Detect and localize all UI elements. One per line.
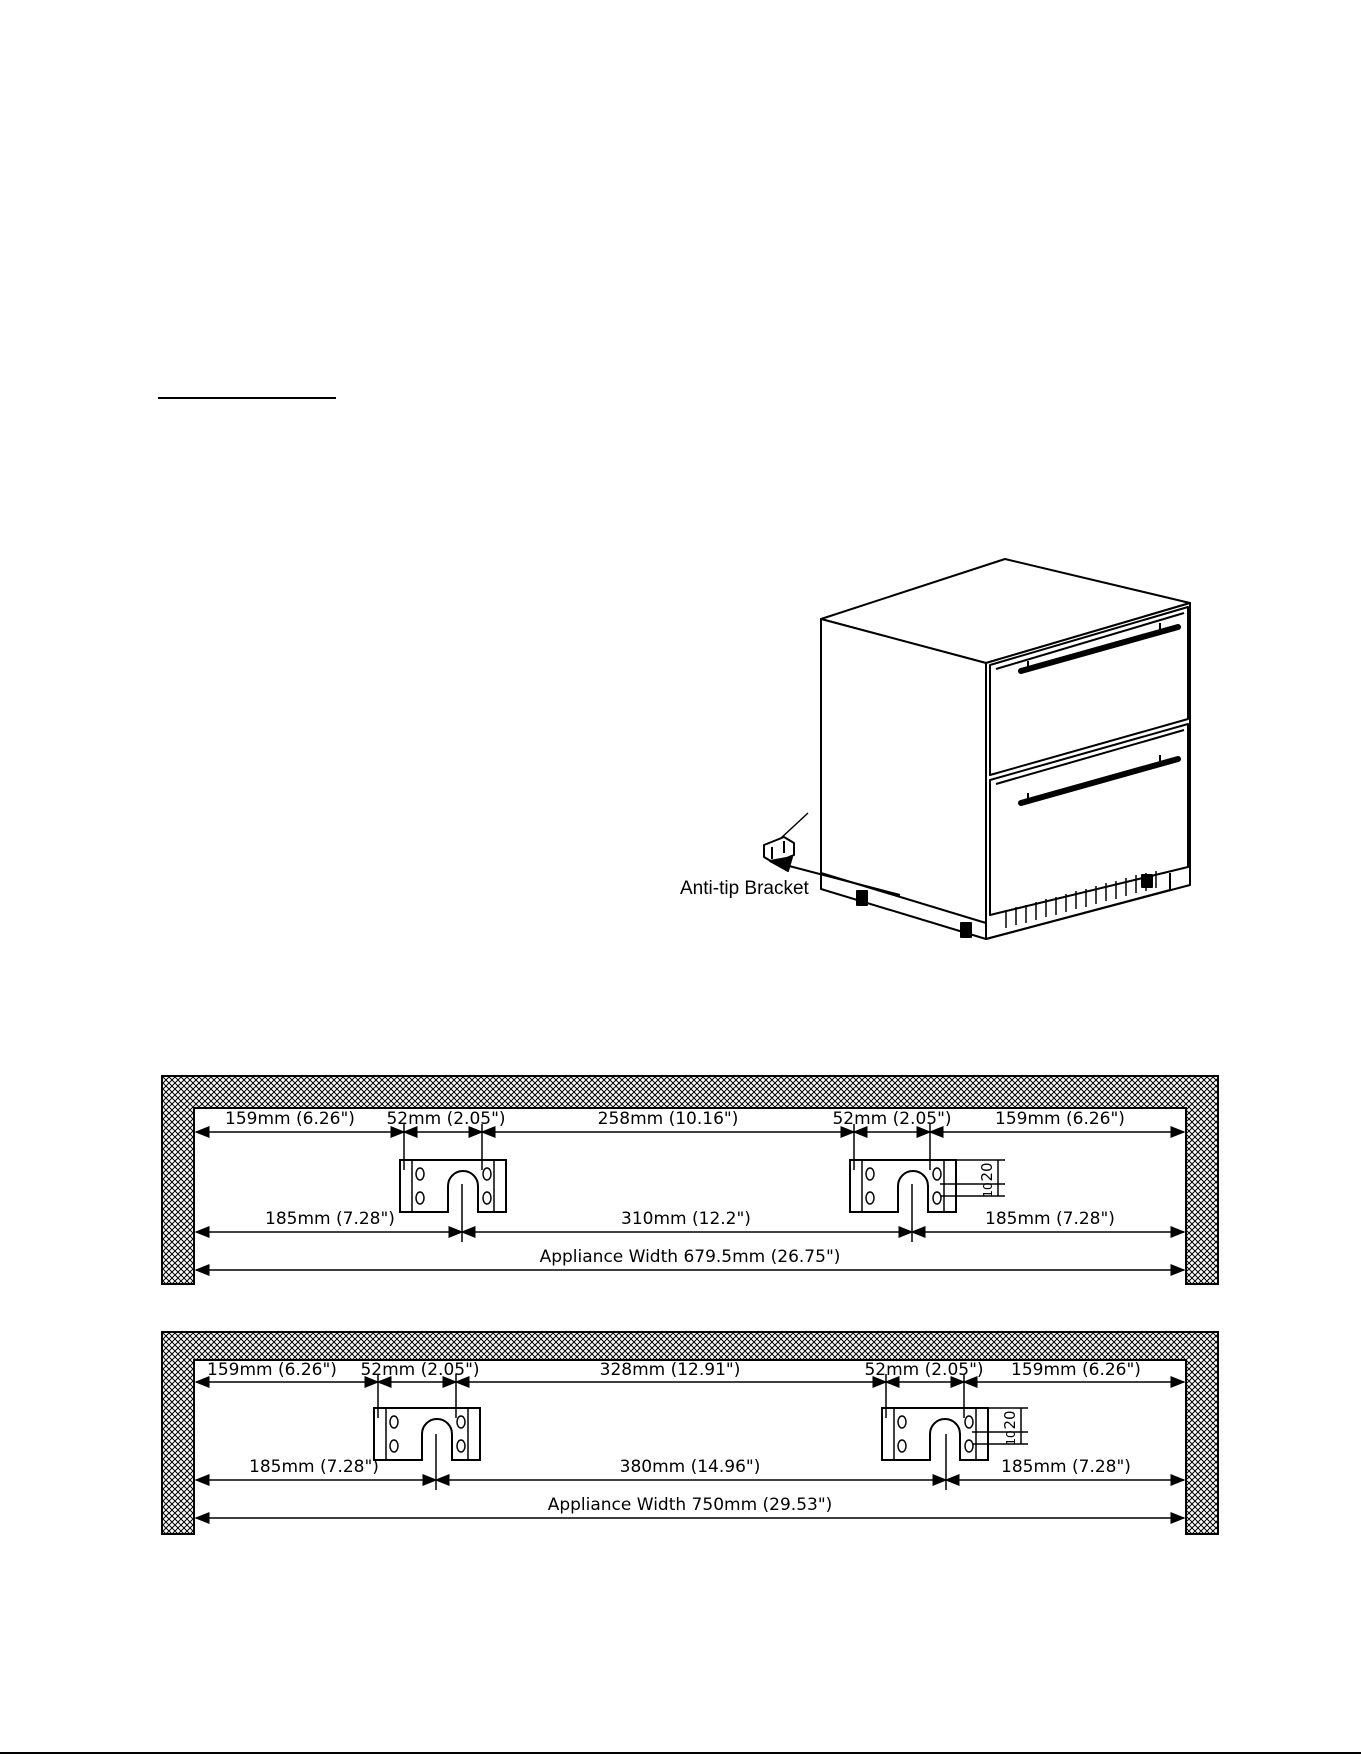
anti-tip-bracket-right [850, 1160, 956, 1212]
dim-top-1: 159mm (6.26") [225, 1109, 355, 1129]
dim-top-1: 159mm (6.26") [207, 1360, 337, 1380]
dim-top-3: 258mm (10.16") [597, 1109, 739, 1129]
dim-top-3: 328mm (12.91") [599, 1360, 741, 1380]
dim-top-2: 52mm (2.05") [386, 1109, 506, 1129]
dim-top-5: 159mm (6.26") [995, 1109, 1125, 1129]
heading-underline [158, 397, 336, 399]
dim-vertical-20: 20 [1001, 1410, 1019, 1430]
dim-top-4: 52mm (2.05") [832, 1109, 952, 1129]
dim-bottom-1: 185mm (7.28") [249, 1457, 379, 1477]
dim-bottom-2: 310mm (12.2") [621, 1209, 751, 1229]
dim-bottom-2: 380mm (14.96") [619, 1457, 761, 1477]
anti-tip-bracket-left [374, 1408, 480, 1460]
dim-vertical-20: 20 [978, 1162, 996, 1182]
dim-vertical-10: 10 [981, 1182, 995, 1198]
bracket-placement-diagram-narrow [160, 1074, 1220, 1296]
bracket-placement-diagram-wide [160, 1330, 1220, 1542]
dim-bottom-3: 185mm (7.28") [1001, 1457, 1131, 1477]
dim-bottom-3: 185mm (7.28") [985, 1209, 1115, 1229]
drawer-refrigerator-illustration [660, 555, 1200, 1015]
anti-tip-bracket-right [882, 1408, 988, 1460]
dim-top-4: 52mm (2.05") [864, 1360, 984, 1380]
dim-top-2: 52mm (2.05") [360, 1360, 480, 1380]
anti-tip-bracket-left [400, 1160, 506, 1212]
footer-rule [0, 1752, 1361, 1754]
dim-top-5: 159mm (6.26") [1011, 1360, 1141, 1380]
anti-tip-bracket-label: Anti-tip Bracket [680, 878, 809, 899]
appliance-width-label: Appliance Width 679.5mm (26.75") [539, 1247, 841, 1267]
dim-bottom-1: 185mm (7.28") [265, 1209, 395, 1229]
appliance-width-label: Appliance Width 750mm (29.53") [547, 1495, 833, 1515]
dim-vertical-10: 10 [1004, 1430, 1018, 1446]
